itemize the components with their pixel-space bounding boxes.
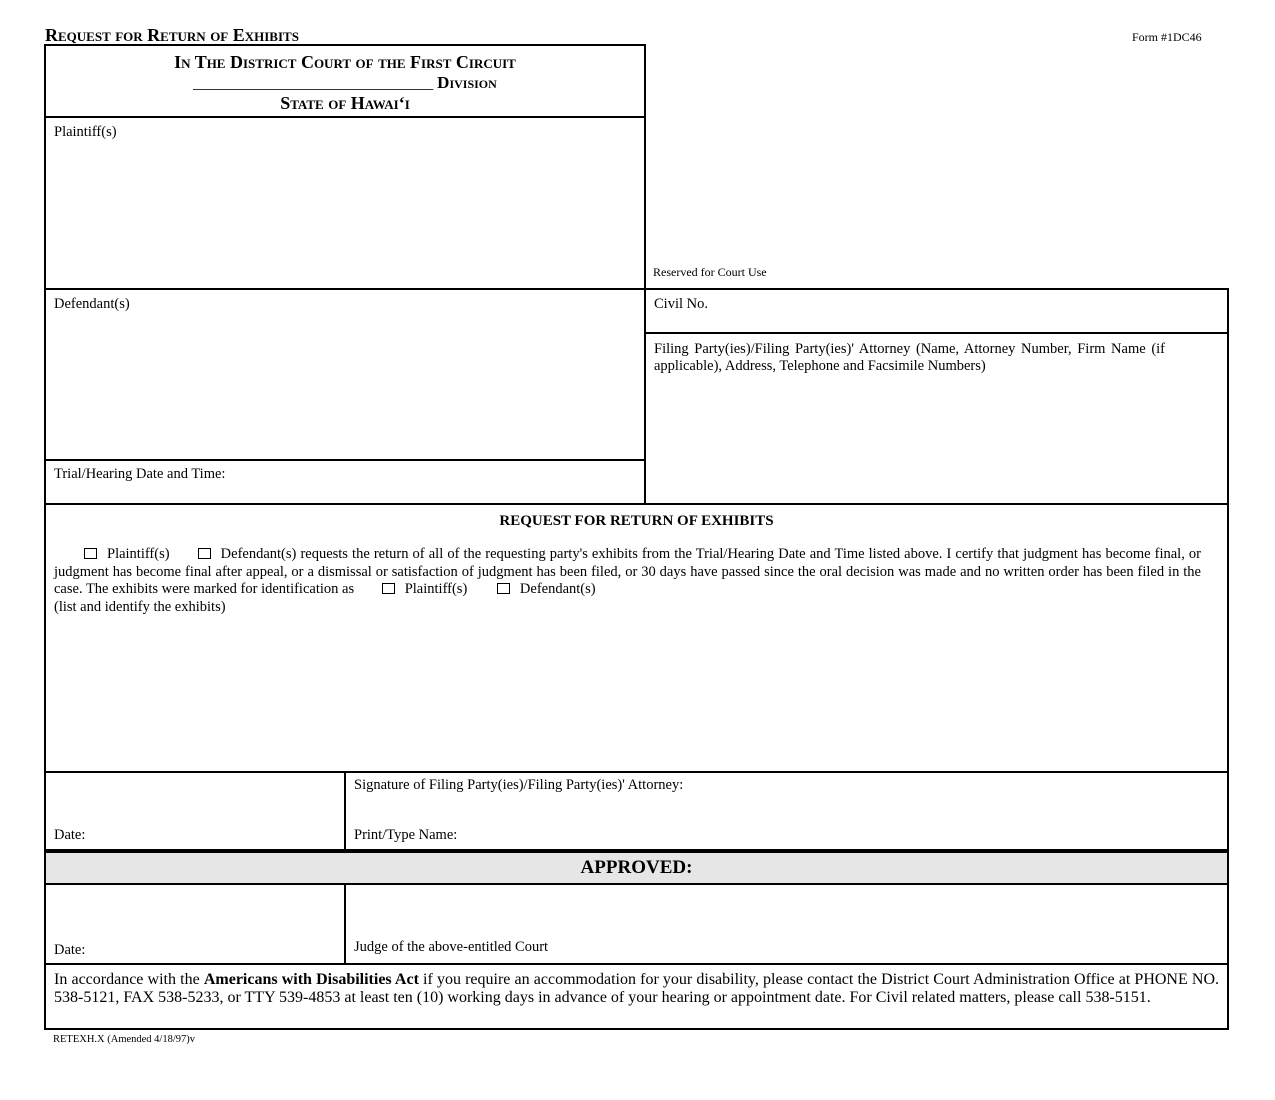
print-name-label: Print/Type Name:: [354, 827, 458, 843]
footer-code: RETEXH.X (Amended 4/18/97)v: [53, 1034, 196, 1045]
ada-act-name: Americans with Disabilities Act: [203, 971, 419, 988]
filing-party-label: Filing Party(ies)/Filing Party(ies)' Attorney (Name, Attorney Number, Firm Name (if applicable), Address, Telephone and Facsimile Numbers): [654, 341, 1165, 374]
civil-no-label: Civil No.: [654, 296, 708, 312]
marked-plaintiff-checkbox[interactable]: [382, 583, 395, 594]
court-name: In The District Court of the First Circuit: [174, 52, 516, 72]
ada-prefix: In accordance with the: [54, 971, 204, 988]
division-label: Division: [437, 73, 497, 92]
signature-date-label: Date:: [54, 827, 86, 843]
request-box: [44, 503, 1229, 773]
division-blank[interactable]: ______________________________: [193, 75, 434, 92]
exhibits-list-hint: (list and identify the exhibits): [54, 598, 226, 615]
approved-heading: APPROVED:: [580, 857, 693, 878]
request-body: [54, 546, 1201, 599]
exhibits-list-area[interactable]: [54, 640, 1219, 765]
request-body-text: requests the return of all of the requesting party's exhibits from the Trial/Hearing Date and Time listed above. I certify that judgment has become final, or judgment has become final after appeal, or a dismissal or satisfaction of judgment has been filed, or 30 days have passed since the oral decision was made and no written order has been filed in the case. The exhibits were marked for identification as: [54, 546, 1202, 597]
marked-defendant-label: Defendant(s): [519, 581, 596, 597]
ada-text: if you require an accommodation for your disability, please contact the District Court Administration Office at PHONE NO. 538-5121, FAX 538-5233, or TTY 539-4853 at least ten (10) working days in advance of your hearing or appointment date. For Civil related matters, please call 538-5151.: [54, 971, 1220, 1006]
plaintiff-label: Plaintiff(s): [54, 124, 117, 140]
ada-notice-box: [44, 963, 1229, 1030]
approved-header: [44, 851, 1229, 885]
defendant-box[interactable]: [44, 288, 646, 461]
division-line: [46, 73, 644, 93]
hearing-date-box[interactable]: [44, 459, 646, 505]
approved-date-label: Date:: [54, 942, 86, 958]
request-plaintiff-label: Plaintiff(s): [107, 546, 170, 562]
judge-label: Judge of the above-entitled Court: [354, 939, 549, 955]
ada-notice: [54, 971, 1219, 1007]
defendant-label: Defendant(s): [54, 296, 130, 312]
signature-date-box[interactable]: [44, 771, 346, 851]
marked-defendant-checkbox[interactable]: [497, 583, 510, 594]
judge-signature-box[interactable]: [344, 883, 1229, 965]
court-header-box: [44, 44, 646, 118]
marked-plaintiff-label: Plaintiff(s): [404, 581, 468, 597]
reserved-label: Reserved for Court Use: [653, 265, 767, 279]
signature-box[interactable]: [344, 771, 1229, 851]
filing-party-box[interactable]: [644, 332, 1229, 505]
hearing-label: Trial/Hearing Date and Time:: [54, 466, 226, 482]
plaintiff-box[interactable]: [44, 116, 646, 290]
request-heading: REQUEST FOR RETURN OF EXHIBITS: [499, 513, 774, 529]
form-title: Request for Return of Exhibits: [45, 25, 299, 45]
request-defendant-checkbox[interactable]: [198, 548, 211, 559]
form-number: Form #1DC46: [1132, 30, 1202, 44]
request-defendant-label: Defendant(s): [220, 546, 297, 562]
signature-label: Signature of Filing Party(ies)/Filing Party(ies)' Attorney:: [354, 777, 684, 793]
approved-date-box[interactable]: [44, 883, 346, 965]
state-name: State of Hawai‘i: [280, 93, 410, 113]
request-plaintiff-checkbox[interactable]: [84, 548, 97, 559]
civil-no-box[interactable]: [644, 288, 1229, 334]
